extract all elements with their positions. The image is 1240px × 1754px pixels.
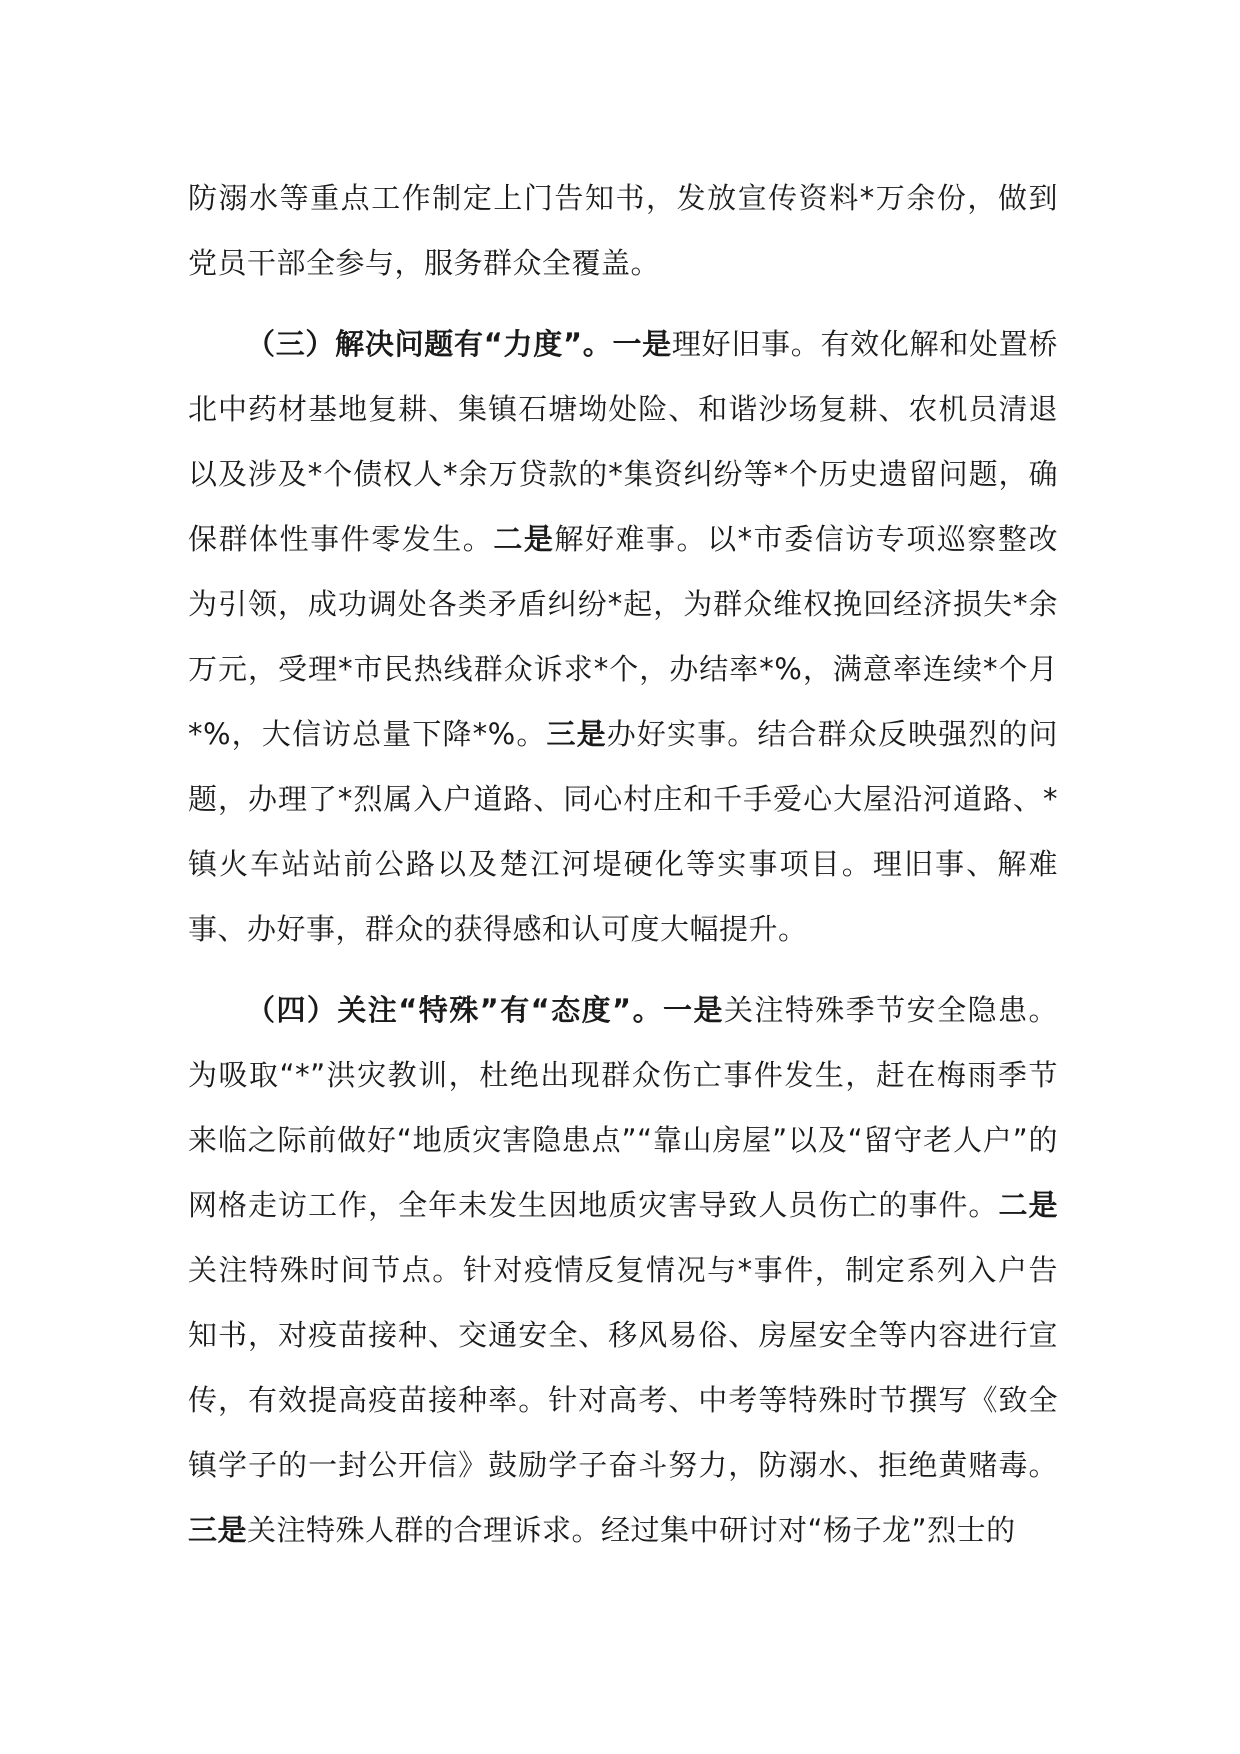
text-segment: 关注特殊时间节点。针对疫情反复情况与*事件，制定系列入户告知书，对疫苗接种、交通安全、移风易俗、房屋安全等内容进行宣传，有效提高疫苗接种率。针对高考、中考等特殊时节撰写《致全镇学子的一封公开信》鼓励学子奋斗努力，防溺水、拒绝黄赌毒。 (188, 1253, 1058, 1482)
section-heading: （四）关注“特殊”有“态度”。 (246, 993, 664, 1027)
point-label-1: 一是 (663, 993, 724, 1027)
text-segment: 解好难事。以*市委信访专项巡察整改为引领，成功调处各类矛盾纠纷*起，为群众维权挽回经济损失*余万元，受理*市民热线群众诉求*个，办结率*%，满意率连续*个月*%，大信访总量下降*%。 (188, 522, 1058, 751)
point-label-3: 三是 (546, 717, 607, 751)
document-body (188, 166, 1058, 1563)
text-segment: 关注特殊人群的合理诉求。经过集中研讨对“杨子龙”烈士的 (247, 1513, 1016, 1547)
point-label-2: 二是 (493, 522, 555, 556)
text-segment: 防溺水等重点工作制定上门告知书，发放宣传资料*万余份，做到党员干部全参与，服务群众全覆盖。 (188, 181, 1058, 280)
text-segment: 理好旧事。有效化解和处置桥北中药材基地复耕、集镇石塘坳处险、和谐沙场复耕、农机员清退以及涉及*个债权人*余万贷款的*集资纠纷等*个历史遗留问题，确保群体性事件零发生。 (188, 327, 1058, 556)
text-segment: 办好实事。结合群众反映强烈的问题，办理了*烈属入户道路、同心村庄和千手爱心大屋沿河道路、*镇火车站站前公路以及楚江河堤硬化等实事项目。理旧事、解难事、办好事，群众的获得感和认可度大幅提升。 (188, 717, 1058, 946)
paragraph-section-4 (188, 978, 1058, 1563)
text-segment: 关注特殊季节安全隐患。为吸取“*”洪灾教训，杜绝出现群众伤亡事件发生，赶在梅雨季节来临之际前做好“地质灾害隐患点”“靠山房屋”以及“留守老人户”的网格走访工作，全年未发生因地质灾害导致人员伤亡的事件。 (188, 993, 1058, 1222)
section-heading: （三）解决问题有“力度”。 (246, 327, 613, 361)
point-label-3: 三是 (188, 1513, 248, 1547)
paragraph-continuation (188, 166, 1058, 296)
point-label-1: 一是 (612, 327, 672, 361)
paragraph-section-3 (188, 312, 1058, 962)
point-label-2: 二是 (998, 1188, 1058, 1222)
